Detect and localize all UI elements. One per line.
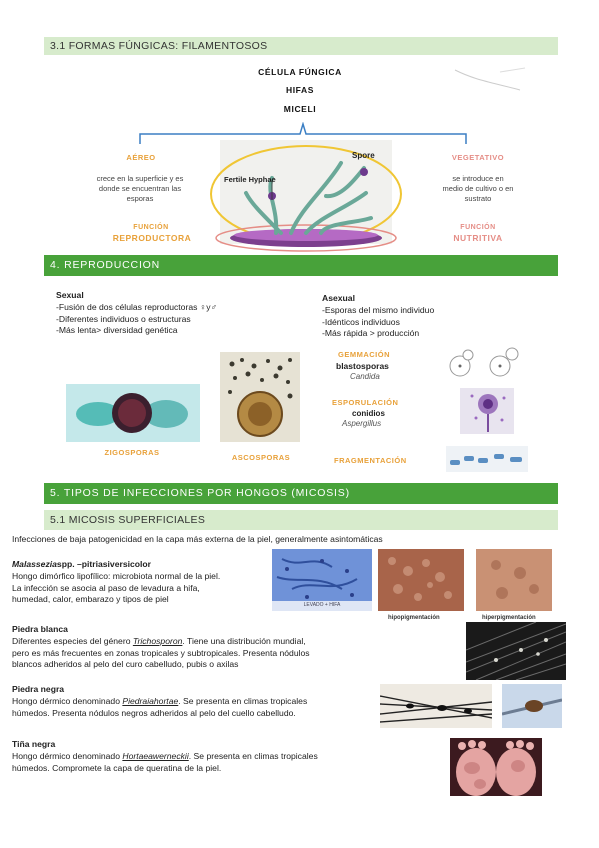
malassezia-desc [12,571,267,606]
tina-negra-desc [12,751,442,774]
piedra-blanca-image [466,622,566,680]
vegetativo-desc-line: medio de cultivo o en [442,184,514,193]
tina-negra-text: . Se presenta en climas tropicales [188,751,318,761]
trichosporon-genus: Trichosporon [132,636,183,646]
malassezia-line: La infección se asocia al paso de levadura a hifa, [12,582,200,593]
asexual-item: -Idénticos individuos [322,316,400,327]
piedra-negra-line [12,696,382,708]
fungal-hyphae-illustration [206,138,404,252]
sexual-item: -Más lenta> diversidad genética [56,325,178,336]
piedra-blanca-text: . Tiene una distribución mundial, [182,636,306,646]
aspergillus-image [460,388,514,434]
aereo-desc-line: donde se encuentran las [98,184,182,193]
gemmacion-title: GEMMACIÓN [338,350,390,359]
piedra-negra-line: húmedos. Presenta nódulos negros adheridos al pelo del cuello cabelludo. [12,707,296,718]
asexual-list [322,305,552,340]
section-4-header [44,255,558,276]
fragmentation-image [446,446,528,472]
tina-negra-text: Hongo dérmico denominado [12,751,123,761]
hyperpigmentation-caption: hiperpigmentación [482,615,536,621]
asexual-item: -Esporas del mismo individuo [322,305,435,315]
aereo-function-value: REPRODUCTORA [112,233,192,243]
gemmacion-example: Candida [350,372,380,381]
piedra-negra-title: Piedra negra [12,684,65,694]
zygospore-label: ZIGOSPORAS [104,448,160,457]
vegetativo-function-label: FUNCIÓN [460,224,496,231]
piedra-negra-desc [12,696,382,719]
malassezia-genus: Malassezia [12,559,57,569]
vegetativo-desc-line: se introduce en [452,174,504,183]
fungal-cell-label: CÉLULA FÚNGICA [258,67,342,77]
aereo-desc-line: esporas [126,194,154,203]
piedra-negra-hair-image [380,684,492,728]
decorative-scribble [450,60,530,95]
section-5-header [44,483,558,504]
aereo-description [80,174,200,204]
gemmacion-sub: blastosporas [336,361,389,371]
malassezia-line: Hongo dimórfico lipofílico: microbiota normal de la piel. [12,571,221,581]
budding-yeast-illustration [440,346,530,380]
mycelium-label: MICELI [283,104,317,114]
section-5-1-title: 5.1 MICOSIS SUPERFICIALES [50,514,206,526]
vegetativo-title: VEGETATIVO [451,153,505,162]
esporulacion-example: Aspergillus [342,419,382,428]
tina-negra-line: húmedos. Compromete la capa de queratina de la piel. [12,762,222,773]
hortaea-genus: Hortaeawerneckii [122,751,189,761]
piedra-negra-text: Hongo dérmico denominado [12,696,123,706]
malassezia-line: humedad, calor, embarazo y tipos de piel [12,594,169,605]
piedra-blanca-line [12,636,452,648]
hypopigmentation-caption: hipopigmentación [388,615,440,621]
sexual-title: Sexual [56,290,84,300]
tina-negra-line [12,751,442,763]
fertile-hyphae-label: Fertile Hyphae [224,175,276,184]
esporulacion-title: ESPORULACIÓN [332,398,399,407]
sexual-item: -Fusión de dos células reproductoras ♀y♂ [56,302,217,312]
hyphae-label: HIFAS [285,85,315,95]
spore-label: Spore [352,151,375,160]
malassezia-microscopy-image [272,549,372,611]
asexual-title: Asexual [322,293,355,303]
piedra-blanca-title: Piedra blanca [12,624,68,634]
aereo-title: AÉREO [126,153,156,162]
piedraia-genus: Piedraiahortae [122,696,179,706]
section-3-1-header [44,37,558,55]
section-3-1-title: 3.1 FORMAS FÚNGICAS: FILAMENTOSOS [50,40,268,52]
malassezia-title-rest: spp. –pitriasiversicolor [56,559,152,569]
zygospore-image [66,384,200,442]
piedra-blanca-text: Diferentes especies del género [12,636,133,646]
vegetativo-description [418,174,538,204]
piedra-negra-nodule-image [502,684,562,728]
malassezia-title [12,559,151,571]
section-5-title: 5. TIPOS DE INFECCIONES POR HONGOS (MICOSIS) [50,487,350,499]
sexual-list [56,302,306,337]
asexual-item: -Más rápida > producción [322,328,420,339]
esporulacion-sub: conidios [352,409,385,418]
section-5-1-header [44,510,558,530]
tina-negra-feet-image [450,738,542,796]
piedra-blanca-line: blancos adheridos al pelo del curo cabelludo, pubis o axilas [12,659,239,670]
aereo-desc-line: crece en la superficie y es [96,174,184,183]
fragmentacion-title: FRAGMENTACIÓN [334,456,407,465]
micosis-intro: Infecciones de baja patogenicidad en la capa más externa de la piel, generalmente asintomáticas [12,534,383,544]
piedra-negra-text: . Se presenta en climas tropicales [178,696,308,706]
malassezia-image-label: LEVADO + HIFA [303,602,341,608]
hypopigmentation-image [378,549,464,611]
ascospore-image [220,352,300,442]
tina-negra-title: Tiña negra [12,739,56,749]
vegetativo-desc-line: sustrato [464,194,492,203]
aereo-function-label: FUNCIÓN [133,224,169,231]
sexual-item: -Diferentes individuos o estructuras [56,313,191,324]
hyperpigmentation-image [476,549,552,611]
vegetativo-function-value: NUTRITIVA [453,233,503,243]
piedra-blanca-desc [12,636,452,671]
section-4-title: 4. REPRODUCCION [50,259,161,271]
piedra-blanca-line: pero es más frecuentes en zonas tropicales y subtropicales. Presenta nódulos [12,647,310,658]
ascospore-label: ASCOSPORAS [231,453,291,462]
